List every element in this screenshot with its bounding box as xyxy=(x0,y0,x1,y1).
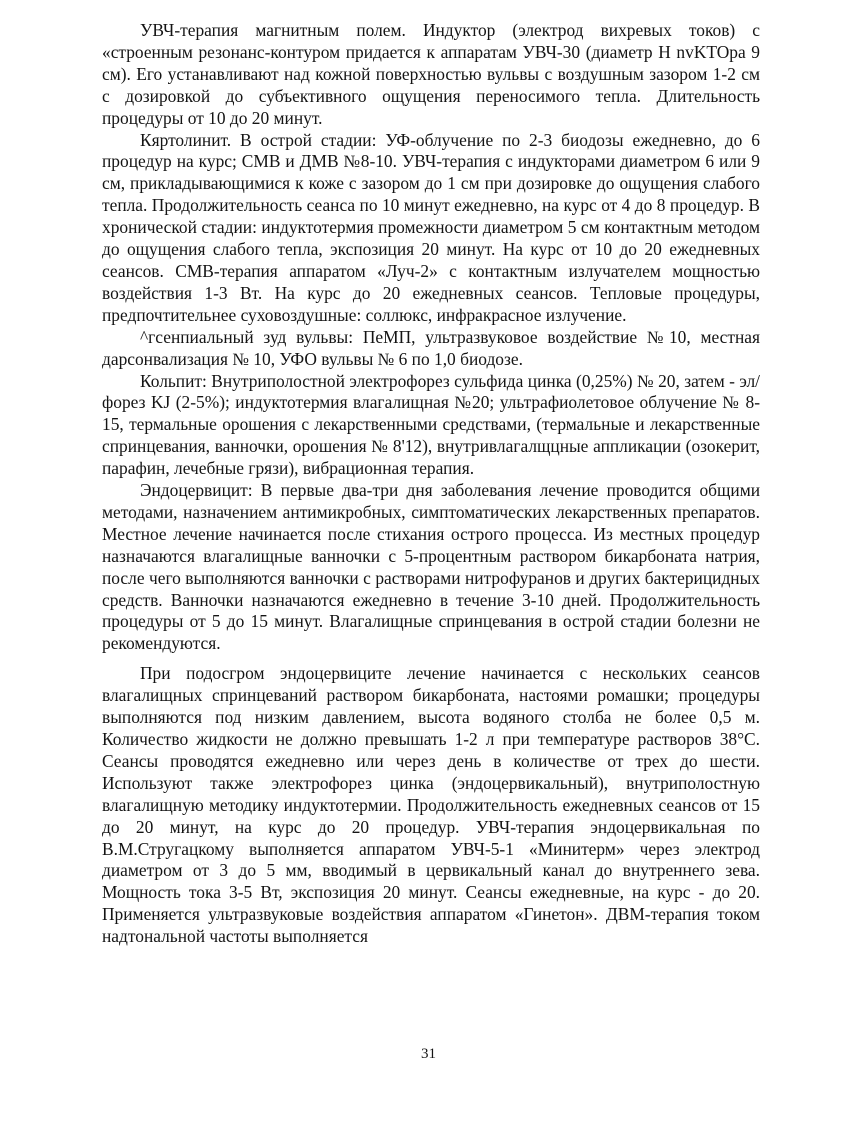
page-body xyxy=(102,20,760,948)
paragraph-subacute-endocervicitis: При подосгром эндоцервиците лечение начинается с нескольких сеансов влагалищных спринцеваний раствором бикарбоната, настоями ромашки; процедуры выполняются под низким давлением, высота водяного столба не более 0,5 м. Количество жидкости не должно превышать 1-2 л при температуре растворов 38°С. Сеансы проводятся ежедневно или через день в количестве от трех до шести. Используют также электрофорез цинка (эндоцервикальный), внутриполостную влагалищную методику индуктотермии. Продолжительность ежедневных сеансов от 15 до 20 минут, на курс до 20 процедур. УВЧ-терапия эндоцервикальная по В.М.Стругацкому выполняется аппаратом УВЧ-5-1 «Минитерм» через электрод диаметром от 3 до 5 мм, вводимый в цервикальный канал до внутреннего зева. Мощность тока 3-5 Вт, экспозиция 20 минут. Сеансы ежедневные, на курс - до 20. Применяется ультразвуковые воздействия аппаратом «Гинетон». ДВМ-терапия током надтональной частоты выполняется xyxy=(102,663,760,947)
paragraph-vulvar-itch: ^гсенпиальный зуд вульвы: ПеМП, ультразвуковое воздействие №10, местная дарсонвализация № 10, УФО вульвы № 6 по 1,0 биодозе. xyxy=(102,326,760,369)
paragraph-uhf-magnetic: УВЧ-терапия магнитным полем. Индуктор (электрод вихревых токов) с «строенным резонанс-контуром придается к аппаратам УВЧ-30 (диаметр Н nvKTOpa 9 см). Его устанавливают над кожной поверхностью вульвы с воздушным зазором 1-2 см с дозировкой до субъективного ощущения переносимого тепла. Длительность процедуры от 10 до 20 минут. xyxy=(102,20,760,128)
paragraph-endocervicitis: Эндоцервицит: В первые два-три дня заболевания лечение проводится общими методами, назначением антимикробных, симптоматических лекарственных препаратов. Местное лечение начинается после стихания острого процесса. Из местных процедур назначаются влагалищные ванночки с 5-процентным раствором бикарбоната натрия, после чего выполняются ванночки с растворами нитрофуранов и других бактерицидных средств. Ванночки назначаются ежедневно в течение 3-10 дней. Продолжительность процедуры от 5 до 15 минут. Влагалищные спринцевания в острой стадии болезни не рекомендуются. xyxy=(102,480,760,654)
paragraph-colpitis: Кольпит: Внутриполостной электрофорез сульфида цинка (0,25%) № 20, затем - эл/форез KJ (2-5%); индуктотермия влагалищная №20; ультрафиолетовое облучение № 8-15, термальные орошения с лекарственными средствами, (термальные и лекарственные спринцевания, ванночки, орошения № 8'12), внутривлагалщцные аппликации (озокерит, парафин, лечебные грязи), вибрационная терапия. xyxy=(102,370,760,479)
paragraph-bartholinitis: Кяртолинит. В острой стадии: УФ-облучение по 2-3 биодозы ежедневно, до 6 процедур на курс; СМВ и ДМВ №8-10. УВЧ-терапия с индукторами диаметром 6 или 9 см, прикладывающимися к коже с зазором до 1 см при дозировке до ощущения слабого тепла. Продолжительность сеанса по 10 минут ежедневно, на курс от 4 до 8 процедур. В хронической стадии: индуктотермия промежности диаметром 5 см контактным методом до ощущения слабого тепла, экспозиция 20 минут. На курс от 10 до 20 ежедневных сеансов. СМВ-терапия аппаратом «Луч-2» с контактным излучателем мощностью воздействия 1-3 Вт. На курс до 20 ежедневных сеансов. Тепловые процедуры, предпочтительнее суховоздушные: соллюкс, инфракрасное излучение. xyxy=(102,129,760,325)
page-number: 31 xyxy=(421,1046,436,1062)
